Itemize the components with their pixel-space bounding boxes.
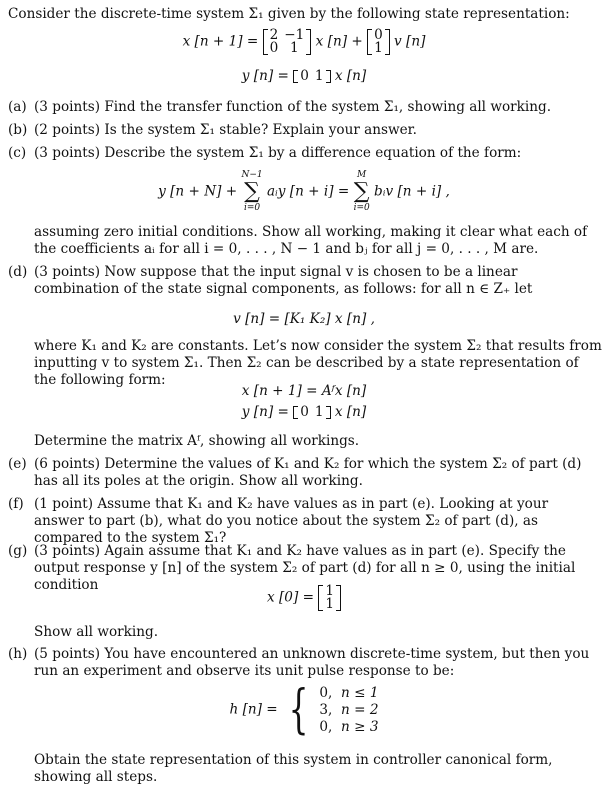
sum-lower: i=0 [243, 203, 261, 213]
part-text: (3 points) Find the transfer function of the system Σ₁, showing all working. [34, 99, 552, 115]
closed-loop-state-eq: x [n + 1] = Aᶠx [n] [241, 383, 367, 399]
case-condition: n ≤ 1 [341, 684, 379, 701]
state-equation [0, 29, 608, 55]
part-d-after: Determine the matrix Aᶠ, showing all workings. [34, 433, 360, 449]
matrix-c [293, 70, 330, 83]
output-eq-lhs: y [n] = [241, 68, 289, 84]
pulse-response [0, 680, 608, 740]
matrix-a [263, 29, 312, 55]
matrix-cell: 1 [314, 68, 324, 84]
matrix-c [293, 406, 330, 419]
matrix-cell: 0 [300, 68, 309, 84]
part-label: (d) [8, 264, 28, 280]
part-label: (f) [8, 496, 24, 512]
part-text: (2 points) Is the system Σ₁ stable? Explain your answer. [34, 122, 418, 138]
matrix-cell: 0 [374, 27, 383, 43]
eq-rhs: x [n] [334, 404, 367, 420]
part-label: (e) [8, 456, 27, 472]
matrix-cell: 1 [374, 40, 383, 56]
part-c [8, 145, 602, 162]
state-eq-rhs: v [n] [394, 33, 426, 50]
part-h [8, 646, 602, 680]
initial-state-vector [318, 585, 341, 611]
matrix-cell: 2 [269, 27, 279, 43]
matrix-cell: 1 [314, 404, 324, 420]
intro-text: Consider the discrete-time system Σ₁ given by the following state representation: [8, 6, 570, 22]
part-a [8, 99, 602, 116]
part-label: (a) [8, 99, 27, 115]
eq-lhs: y [n] = [241, 404, 289, 420]
part-label: (g) [8, 543, 28, 559]
initial-condition [0, 585, 608, 611]
part-b [8, 122, 602, 139]
cases-block [319, 685, 378, 736]
case-condition: n ≥ 3 [341, 718, 379, 735]
state-eq-lhs: x [n + 1] = [182, 33, 259, 50]
feedback-equation: v [n] = [K₁ K₂] x [n] , [233, 311, 375, 327]
case-value: 0, [319, 718, 333, 735]
closed-loop-output-eq [0, 404, 608, 420]
part-h-after: Obtain the state representation of this system in controller canonical form, showing all steps. [34, 752, 553, 785]
part-text: (5 points) You have encountered an unknown discrete-time system, but then you run an experiment and observe its unit pulse response to be: [34, 646, 590, 679]
part-label: (c) [8, 145, 27, 161]
part-text: (3 points) Again assume that K₁ and K₂ have values as in part (e). Specify the output response y [n] of the system Σ₂ of part (d) for all n ≥ 0, using the initial condition [34, 543, 576, 593]
part-g-after: Show all working. [34, 624, 159, 640]
diff-eq-rhs: bᵢv [n + i] , [374, 183, 450, 200]
matrix-cell: 0 [269, 40, 279, 56]
part-c-after: assuming zero initial conditions. Show all working, making it clear what each of the coefficients aᵢ for all i = 0, . . . , N − 1 and bⱼ for all j = 0, . . . , M are. [34, 224, 588, 257]
matrix-b [367, 29, 390, 55]
case-row [319, 702, 378, 718]
part-d-mid: where K₁ and K₂ are constants. Let’s now consider the system Σ₂ that results from inputting v to system Σ₁. Then Σ₂ can be described by a state representation of the following form: [34, 338, 602, 388]
matrix-cell: 1 [325, 583, 334, 599]
sum-upper: N−1 [241, 170, 263, 180]
case-condition: n = 2 [341, 701, 379, 718]
part-label: (h) [8, 646, 28, 662]
case-row [319, 719, 378, 735]
sum-upper: M [357, 170, 367, 180]
output-equation [0, 68, 608, 84]
difference-equation [0, 170, 608, 214]
matrix-cell: 1 [289, 40, 299, 56]
eq-lhs: x [0] = [267, 589, 314, 606]
sum-lower: i=0 [353, 203, 370, 213]
part-f [8, 496, 602, 547]
left-brace: { [288, 680, 309, 740]
part-text: (6 points) Determine the values of K₁ and K₂ for which the system Σ₂ of part (d) has all its poles at the origin. Show all working. [34, 456, 582, 489]
part-text: (3 points) Now suppose that the input signal v is chosen to be a linear combination of the state signal components, as follows: for all n ∈ Z₊ let [34, 264, 533, 297]
case-value: 3, [319, 701, 333, 718]
diff-eq-mid: aᵢy [n + i] = [266, 183, 350, 200]
case-row [319, 685, 378, 701]
case-value: 0, [319, 684, 333, 701]
part-text: (3 points) Describe the system Σ₁ by a difference equation of the form: [34, 145, 522, 161]
summation-1 [241, 170, 262, 214]
part-text: (1 point) Assume that K₁ and K₂ have values as in part (e). Looking at your answer to part (b), what do you notice about the system Σ₂ of part (d), as compared to the system Σ₁? [34, 496, 549, 546]
sigma-symbol: ∑ [244, 179, 260, 204]
diff-eq-lhs: y [n + N] + [158, 183, 238, 200]
output-eq-rhs: x [n] [334, 68, 367, 84]
part-label: (b) [8, 122, 28, 138]
sigma-symbol: ∑ [353, 179, 370, 204]
matrix-cell: 1 [325, 596, 334, 612]
matrix-cell: −1 [284, 27, 305, 43]
part-e [8, 456, 602, 490]
state-eq-mid: x [n] + [315, 33, 363, 50]
matrix-cell: 0 [300, 404, 309, 420]
part-d [8, 264, 602, 298]
summation-2 [354, 170, 370, 214]
eq-lhs: h [n] = [229, 701, 278, 718]
